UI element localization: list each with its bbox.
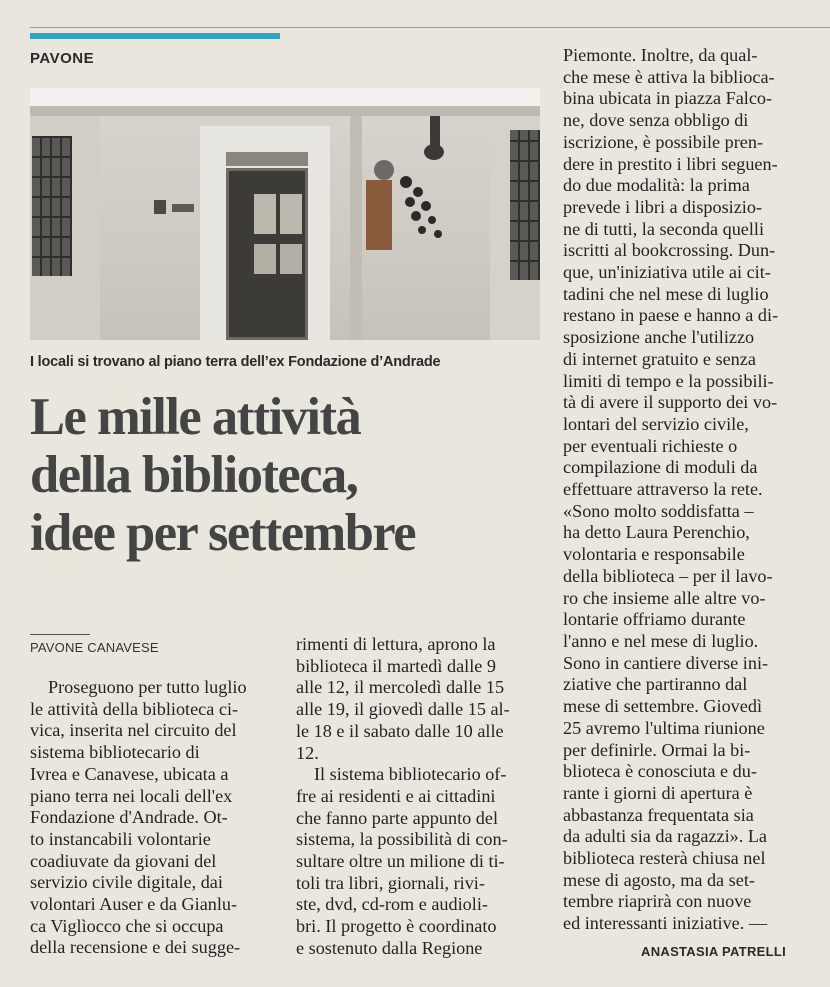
article-column-2 bbox=[296, 634, 542, 960]
text-line: to instancabili volontarie bbox=[30, 828, 211, 849]
text-line: ste, dvd, cd-rom e audioli- bbox=[296, 894, 488, 915]
text-line: dere in prestito i libri seguen- bbox=[563, 153, 778, 174]
text-line: fre ai residenti e ai cittadini bbox=[296, 785, 496, 806]
text-line: bri. Il progetto è coordinato bbox=[296, 916, 497, 937]
text-line: ne di tutti, la seconda quelli bbox=[563, 218, 765, 239]
byline-rule bbox=[30, 634, 90, 635]
text-line: ziative che partiranno dal bbox=[563, 674, 748, 695]
window-grate bbox=[32, 136, 72, 276]
text-line: 25 avremo l'ultima riunione bbox=[563, 717, 765, 738]
text-line: volontari Auser e da Gianlu- bbox=[30, 894, 238, 915]
text-line: della biblioteca – per il lavo- bbox=[563, 565, 773, 586]
text-line: alle 19, il giovedì dalle 15 al- bbox=[296, 699, 510, 720]
text-line: iscritti al bookcrossing. Dun- bbox=[563, 240, 776, 261]
text-line: «Sono molto soddisfatta – bbox=[563, 500, 754, 521]
text-line: coadiuvate da giovani del bbox=[30, 850, 217, 871]
text-line: alle 12, il mercoledì dalle 15 bbox=[296, 677, 505, 698]
text-line: bina ubicata in piazza Falco- bbox=[563, 88, 773, 109]
article-column-1 bbox=[30, 677, 275, 959]
text-line: le 18 e il sabato dalle 10 alle bbox=[296, 720, 504, 741]
text-line: Proseguono per tutto luglio bbox=[48, 677, 247, 697]
text-line: da adulti sia da ragazzi». La bbox=[563, 826, 768, 847]
text-line: do due modalità: la prima bbox=[563, 175, 750, 196]
text-line: piano terra nei locali dell'ex bbox=[30, 785, 233, 806]
text-line: prevede i libri a disposizio- bbox=[563, 196, 762, 217]
text-line: sposizione anche l'utilizzo bbox=[563, 327, 755, 348]
text-line: che mese è attiva la biblioca- bbox=[563, 66, 775, 87]
text-line: sultare oltre un milione di ti- bbox=[296, 851, 505, 872]
text-line: per definirle. Ormai la bi- bbox=[563, 739, 751, 760]
article-photo bbox=[30, 88, 540, 340]
peacock-art bbox=[356, 140, 446, 250]
section-accent-bar bbox=[30, 33, 280, 39]
text-line: Il sistema bibliotecario of- bbox=[314, 764, 507, 785]
author-signature: ANASTASIA PATRELLI bbox=[641, 944, 787, 959]
text-line: tadini che nel mese di luglio bbox=[563, 283, 769, 304]
text-line: ne, dove senza obbligo di bbox=[563, 110, 749, 131]
text-line: lontarie offriamo durante bbox=[563, 609, 746, 630]
text-line: ca Viglìocco che si occupa bbox=[30, 915, 224, 936]
text-line: rimenti di lettura, aprono la bbox=[296, 634, 496, 654]
text-line: mese di agosto, ma da set- bbox=[563, 869, 755, 890]
text-line: Sono in cantiere diverse ini- bbox=[563, 652, 769, 673]
text-line: di internet gratuito e senza bbox=[563, 348, 756, 369]
text-line: biblioteca il martedì dalle 9 bbox=[296, 655, 496, 676]
text-line: compilazione di moduli da bbox=[563, 457, 758, 478]
text-line: ed interessanti iniziative. — bbox=[563, 913, 768, 934]
section-label: PAVONE bbox=[30, 50, 95, 67]
text-line: abbastanza frequentata sia bbox=[563, 804, 754, 825]
text-line: sistema bibliotecario di bbox=[30, 742, 200, 763]
text-line: rante i giorni di apertura è bbox=[563, 782, 753, 803]
text-line: tà di avere il supporto dei vo- bbox=[563, 392, 778, 413]
text-line: mese di settembre. Giovedì bbox=[563, 696, 762, 717]
text-line: ro che insieme alle altre vo- bbox=[563, 587, 766, 608]
text-line: servizio civile digitale, dai bbox=[30, 872, 223, 893]
text-line: l'anno e nel mese di luglio. bbox=[563, 630, 759, 651]
text-line: iscrizione, è possibile pren- bbox=[563, 131, 764, 152]
headline-line: idee per settembre bbox=[30, 504, 416, 562]
headline bbox=[30, 388, 550, 562]
text-line: restano in paese e hanno a di- bbox=[563, 305, 779, 326]
text-line: limiti di tempo e la possibili- bbox=[563, 370, 774, 391]
byline: PAVONE CANAVESE bbox=[30, 640, 159, 655]
text-line: volontaria e responsabile bbox=[563, 544, 745, 565]
text-line: effettuare attraverso la rete. bbox=[563, 479, 763, 500]
article-column-3 bbox=[563, 45, 819, 935]
headline-line: Le mille attività bbox=[30, 388, 361, 446]
text-line: lontari del servizio civile, bbox=[563, 413, 749, 434]
text-line: blioteca è conosciuta e du- bbox=[563, 761, 757, 782]
text-line: Piemonte. Inoltre, da qual- bbox=[563, 45, 758, 65]
text-line: tembre riaprirà con nuove bbox=[563, 891, 752, 912]
text-line: sistema, la possibilità di con- bbox=[296, 829, 508, 850]
text-line: vica, inserita nel circuito del bbox=[30, 720, 237, 741]
text-line: e sostenuto dalla Regione bbox=[296, 937, 483, 958]
text-line: della recensione e dei sugge- bbox=[30, 937, 241, 958]
photo-caption: I locali si trovano al piano terra dell’ex Fondazione d’Andrade bbox=[30, 354, 441, 370]
text-line: ha detto Laura Perenchio, bbox=[563, 522, 750, 543]
text-line: Fondazione d'Andrade. Ot- bbox=[30, 807, 228, 828]
text-line: che fanno parte appunto del bbox=[296, 807, 498, 828]
text-line: Ivrea e Canavese, ubicata a bbox=[30, 763, 229, 784]
window-grate bbox=[510, 130, 540, 280]
text-line: biblioteca resterà chiusa nel bbox=[563, 848, 766, 869]
text-line: per eventuali richieste o bbox=[563, 435, 738, 456]
headline-line: della biblioteca, bbox=[30, 446, 358, 504]
text-line: 12. bbox=[296, 742, 319, 763]
text-line: que, un'iniziativa utile ai cit- bbox=[563, 262, 771, 283]
text-line: toli tra libri, giornali, rivi- bbox=[296, 872, 485, 893]
top-rule bbox=[30, 27, 830, 28]
text-line: le attività della biblioteca ci- bbox=[30, 698, 239, 719]
